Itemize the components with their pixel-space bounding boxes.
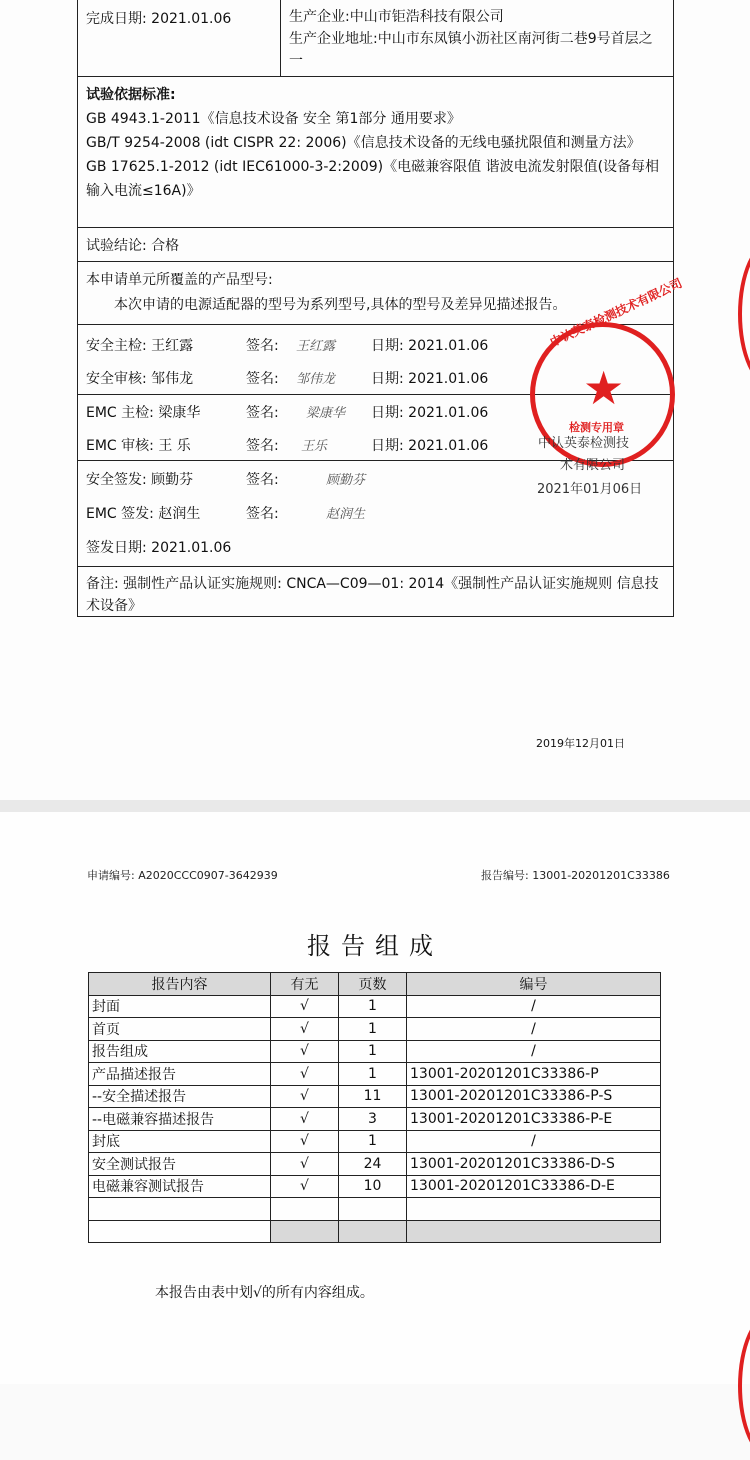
signer-role: 安全签发: 顾勤芬: [86, 472, 194, 488]
signer-role: 安全主检: 王红露: [86, 338, 194, 354]
column-header: 有无: [271, 973, 339, 996]
sign-date: 日期: 2021.01.06: [371, 405, 489, 421]
handwritten-signature: 梁康华: [306, 406, 346, 421]
table-row: [89, 1108, 661, 1131]
cell-presence: √: [271, 1153, 339, 1176]
empty-cell: [89, 1198, 271, 1221]
footnote: 本报告由表中划√的所有内容组成。: [155, 1285, 374, 1301]
cell-content: 产品描述报告: [89, 1063, 271, 1086]
column-header: 报告内容: [89, 973, 271, 996]
issue-date: 签发日期: 2021.01.06: [86, 540, 232, 556]
empty-cell: [271, 1220, 339, 1243]
note: 备注: 强制性产品认证实施规则: CNCA—C09—01: 2014《强制性产品认证实施规则 信息技术设备》: [78, 566, 673, 616]
signer-role: 安全审核: 邹伟龙: [86, 371, 194, 387]
report-number: 报告编号: 13001-20201201C33386: [481, 869, 670, 882]
table-row: [89, 995, 661, 1018]
completion-date: 完成日期: 2021.01.06: [78, 0, 281, 76]
cell-number: /: [407, 1040, 661, 1063]
cell-pages: 10: [339, 1175, 407, 1198]
table-row-empty: [89, 1198, 661, 1221]
table-row: [89, 1018, 661, 1041]
cell-presence: √: [271, 1108, 339, 1131]
handwritten-signature: 王红露: [296, 339, 336, 354]
sign-date: 日期: 2021.01.06: [371, 438, 489, 454]
signer-role: EMC 主检: 梁康华: [86, 405, 201, 421]
table-row: [89, 1175, 661, 1198]
cell-presence: √: [271, 1175, 339, 1198]
sign-date: 日期: 2021.01.06: [371, 371, 489, 387]
table-header: [89, 973, 661, 996]
cell-pages: 3: [339, 1108, 407, 1131]
cell-number: /: [407, 1130, 661, 1153]
sign-label: 签名:: [246, 506, 279, 522]
cell-presence: √: [271, 1040, 339, 1063]
cell-number: 13001-20201201C33386-D-S: [407, 1153, 661, 1176]
certificate-table: [77, 0, 674, 617]
cell-presence: √: [271, 995, 339, 1018]
coverage-text: 本次申请的电源适配器的型号为系列型号,具体的型号及差异见描述报告。: [114, 297, 567, 313]
handwritten-signature: 赵润生: [326, 507, 366, 522]
cell-content: --安全描述报告: [89, 1085, 271, 1108]
cell-content: 报告组成: [89, 1040, 271, 1063]
report-composition-table: [88, 972, 661, 1243]
cell-number: 13001-20201201C33386-P-S: [407, 1085, 661, 1108]
manufacturer: 生产企业:中山市钜浩科技有限公司: [289, 9, 504, 25]
cell-number: 13001-20201201C33386-D-E: [407, 1175, 661, 1198]
table-row: [89, 1040, 661, 1063]
cell-content: 封面: [89, 995, 271, 1018]
handwritten-signature: 邹伟龙: [296, 372, 336, 387]
column-header: 页数: [339, 973, 407, 996]
cell-number: 13001-20201201C33386-P-E: [407, 1108, 661, 1131]
page-separator: [0, 800, 750, 812]
cell-content: 安全测试报告: [89, 1153, 271, 1176]
handwritten-signature: 王乐: [301, 439, 328, 454]
cell-content: 封底: [89, 1130, 271, 1153]
footer-date: 2019年12月01日: [536, 737, 625, 750]
conclusion: 试验结论: 合格: [78, 227, 673, 261]
sign-label: 签名:: [246, 405, 279, 421]
sign-label: 签名:: [246, 438, 279, 454]
cell-pages: 1: [339, 1040, 407, 1063]
cell-content: 首页: [89, 1018, 271, 1041]
cell-presence: √: [271, 1063, 339, 1086]
cell-number: 13001-20201201C33386-P: [407, 1063, 661, 1086]
cell-number: /: [407, 995, 661, 1018]
empty-cell: [271, 1198, 339, 1221]
cell-content: --电磁兼容描述报告: [89, 1108, 271, 1131]
empty-cell: [339, 1220, 407, 1243]
empty-cell: [407, 1198, 661, 1221]
signer-role: EMC 签发: 赵润生: [86, 506, 201, 522]
cell-number: /: [407, 1018, 661, 1041]
signer-role: EMC 审核: 王 乐: [86, 438, 191, 454]
sign-date: 日期: 2021.01.06: [371, 338, 489, 354]
side-seal: [738, 240, 750, 388]
cell-pages: 1: [339, 1063, 407, 1086]
cell-pages: 24: [339, 1153, 407, 1176]
manufacturer-address: 生产企业地址:中山市东凤镇小沥社区南河街二巷9号首层之一: [289, 31, 653, 69]
seal-overlay-text: 中认英泰检测技: [538, 436, 630, 451]
sign-label: 签名:: [246, 371, 279, 387]
sign-label: 签名:: [246, 338, 279, 354]
page-title: 报告组成: [307, 932, 443, 960]
seal-overlay-text: 术有限公司: [560, 458, 626, 473]
cell-pages: 1: [339, 1130, 407, 1153]
table-row: [89, 1085, 661, 1108]
cell-pages: 11: [339, 1085, 407, 1108]
seal-subtext: 检测专用章: [569, 421, 624, 434]
cell-pages: 1: [339, 1018, 407, 1041]
sign-label: 签名:: [246, 472, 279, 488]
seal-text: 中认英泰检测技术有限公司: [547, 275, 685, 350]
table-row: [89, 1153, 661, 1176]
seal-star-icon: ★: [583, 361, 625, 415]
cell-presence: √: [271, 1130, 339, 1153]
application-number: 申请编号: A2020CCC0907-3642939: [87, 869, 278, 882]
standard-item: GB 17625.1-2012 (idt IEC61000-3-2:2009)《电磁兼容限值 谐波电流发射限值(设备每相输入电流≤16A)》: [86, 159, 660, 199]
handwritten-signature: 顾勤芬: [326, 473, 366, 488]
table-row: [89, 1130, 661, 1153]
issuer-signatures: [78, 460, 673, 566]
coverage-title: 本申请单元所覆盖的产品型号:: [86, 272, 273, 288]
cell-presence: √: [271, 1085, 339, 1108]
column-header: 编号: [407, 973, 661, 996]
header-row: [78, 0, 673, 76]
coverage-section: [78, 261, 673, 324]
seal-date: 2021年01月06日: [537, 482, 643, 497]
cell-content: 电磁兼容测试报告: [89, 1175, 271, 1198]
empty-cell: [339, 1198, 407, 1221]
cell-pages: 1: [339, 995, 407, 1018]
manufacturer-block: [281, 0, 673, 76]
empty-cell: [407, 1220, 661, 1243]
report-page-2: [0, 812, 750, 1384]
table-row-empty: [89, 1220, 661, 1243]
cell-presence: √: [271, 1018, 339, 1041]
standards-section: [78, 76, 673, 227]
side-seal: [738, 1312, 750, 1460]
standards-title: 试验依据标准:: [86, 87, 176, 103]
table-row: [89, 1063, 661, 1086]
empty-cell: [89, 1220, 271, 1243]
standard-item: GB/T 9254-2008 (idt CISPR 22: 2006)《信息技术设备的无线电骚扰限值和测量方法》: [86, 135, 641, 151]
standard-item: GB 4943.1-2011《信息技术设备 安全 第1部分 通用要求》: [86, 111, 461, 127]
